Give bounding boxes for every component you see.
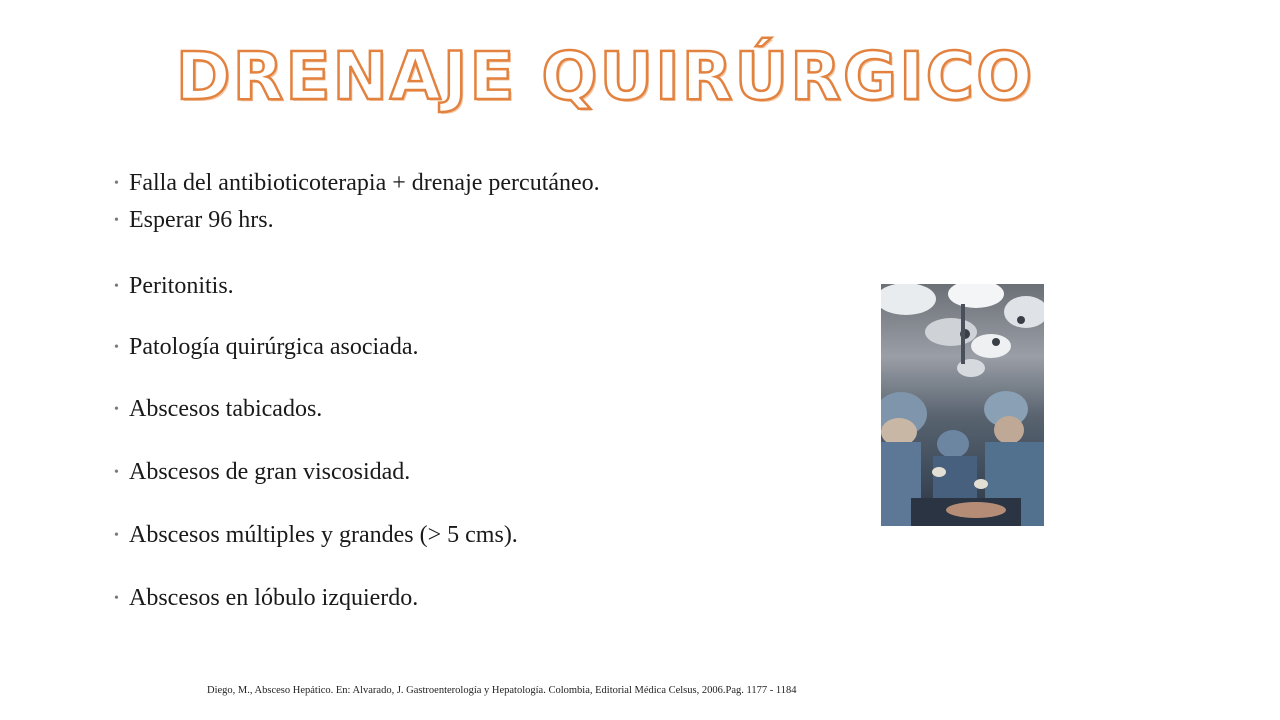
bullet-text: Esperar 96 hrs. xyxy=(129,207,274,233)
bullet-dot-icon: • xyxy=(114,402,119,417)
citation: Diego, M., Absceso Hepático. En: Alvarado, J. Gastroenterología y Hepatología. Colombia, Editorial Médica Celsus, 2006.Pag. 1177 - 1184 xyxy=(207,685,797,696)
bullet-text: Patología quirúrgica asociada. xyxy=(129,334,419,360)
bullet-item xyxy=(114,586,418,610)
bullet-text: Abscesos de gran viscosidad. xyxy=(129,459,411,485)
bullet-text: Peritonitis. xyxy=(129,273,234,299)
surgery-photo xyxy=(881,284,1044,526)
bullet-text: Abscesos en lóbulo izquierdo. xyxy=(129,585,419,611)
bullet-item xyxy=(114,523,518,547)
bullet-item xyxy=(114,208,274,232)
bullet-text: Falla del antibioticoterapia + drenaje percutáneo. xyxy=(129,170,600,196)
bullet-item xyxy=(114,335,418,359)
bullet-dot-icon: • xyxy=(114,340,119,355)
bullet-dot-icon: • xyxy=(114,528,119,543)
bullet-dot-icon: • xyxy=(114,176,119,191)
slide-title: DRENAJE QUIRÚRGICO xyxy=(175,38,1035,115)
bullet-item xyxy=(114,171,600,195)
bullet-text: Abscesos tabicados. xyxy=(129,396,323,422)
bullet-dot-icon: • xyxy=(114,465,119,480)
bullet-dot-icon: • xyxy=(114,591,119,606)
bullet-text: Abscesos múltiples y grandes (> 5 cms). xyxy=(129,522,518,548)
bullet-item xyxy=(114,274,234,298)
bullet-item xyxy=(114,460,410,484)
surgery-photo-illustration xyxy=(881,284,1044,526)
bullet-dot-icon: • xyxy=(114,279,119,294)
bullet-dot-icon: • xyxy=(114,213,119,228)
bullet-item xyxy=(114,397,322,421)
